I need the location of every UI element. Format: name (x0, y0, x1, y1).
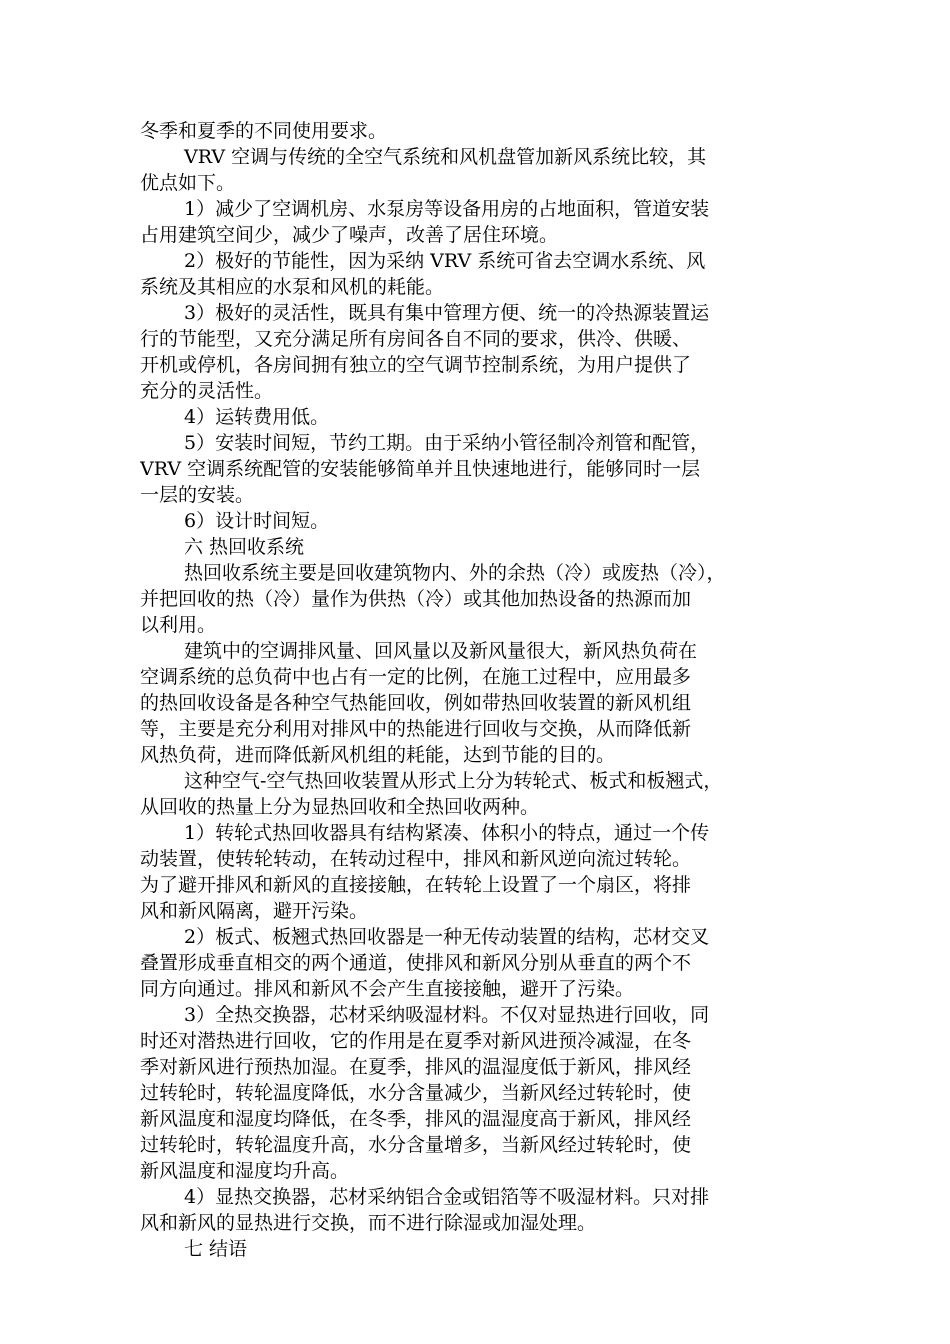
text-line: 开机或停机，各房间拥有独立的空气调节控制系统，为用户提供了 (140, 354, 692, 376)
text-line: 优点如下。 (140, 172, 236, 194)
text-line: 1）减少了空调机房、水泵房等设备用房的占地面积，管道安装 (184, 198, 710, 220)
text-line: 空调系统的总负荷中也占有一定的比例，在施工过程中，应用最多 (140, 666, 692, 688)
text-line: 新风温度和湿度均升高。 (140, 1160, 350, 1182)
text-line: 6）设计时间短。 (184, 510, 330, 532)
text-line: 冬季和夏季的不同使用要求。 (140, 120, 388, 142)
text-line: 4）显热交换器，芯材采纳铝合金或铝箔等不吸湿材料。只对排 (184, 1186, 710, 1208)
text-line: 新风温度和湿度均降低，在冬季，排风的温湿度高于新风，排风经 (140, 1108, 692, 1130)
text-line: 2）极好的节能性，因为采纳 VRV 系统可省去空调水系统、风 (184, 250, 706, 272)
text-line: 等，主要是充分利用对排风中的热能进行回收与交换，从而降低新 (140, 718, 692, 740)
text-line: 行的节能型，又充分满足所有房间各自不同的要求，供冷、供暖、 (140, 328, 692, 350)
text-line: 1）转轮式热回收器具有结构紧凑、体积小的特点，通过一个传 (184, 822, 710, 844)
text-line: 六 热回收系统 (184, 536, 305, 558)
text-line: 这种空气-空气热回收装置从形式上分为转轮式、板式和板翘式， (184, 770, 723, 792)
text-line: VRV 空调系统配管的安装能够简单并且快速地进行，能够同时一层 (140, 458, 701, 480)
text-line: 建筑中的空调排风量、回风量以及新风量很大，新风热负荷在 (184, 640, 698, 662)
text-line: 过转轮时，转轮温度降低，水分含量减少，当新风经过转轮时，使 (140, 1082, 692, 1104)
text-line: 风和新风的显热进行交换，而不进行除湿或加湿处理。 (140, 1212, 597, 1234)
text-line: 时还对潜热进行回收，它的作用是在夏季对新风进预冷减湿，在冬 (140, 1030, 692, 1052)
text-line: 热回收系统主要是回收建筑物内、外的余热（冷）或废热（冷）， (184, 562, 726, 584)
text-line: 从回收的热量上分为显热回收和全热回收两种。 (140, 796, 540, 818)
text-line: 系统及其相应的水泵和风机的耗能。 (140, 276, 445, 298)
text-line: 为了避开排风和新风的直接接触，在转轮上设置了一个扇区，将排 (140, 874, 692, 896)
text-line: 并把回收的热（冷）量作为供热（冷）或其他加热设备的热源而加 (140, 588, 692, 610)
text-line: 风和新风隔离，避开污染。 (140, 900, 369, 922)
text-line: 季对新风进行预热加湿。在夏季，排风的温湿度低于新风，排风经 (140, 1056, 692, 1078)
text-line: 以利用。 (140, 614, 217, 636)
text-line: 4）运转费用低。 (184, 406, 330, 428)
text-line: VRV 空调与传统的全空气系统和风机盘管加新风系统比较，其 (184, 146, 707, 168)
text-line: 风热负荷，进而降低新风机组的耗能，达到节能的目的。 (140, 744, 616, 766)
text-line: 的热回收设备是各种空气热能回收，例如带热回收装置的新风机组 (140, 692, 692, 714)
text-line: 占用建筑空间少，减少了噪声，改善了居住环境。 (140, 224, 559, 246)
text-line: 动装置，使转轮转动，在转动过程中，排风和新风逆向流过转轮。 (140, 848, 692, 870)
text-line: 2）板式、板翘式热回收器是一种无传动装置的结构，芯材交叉 (184, 926, 710, 948)
text-line: 七 结语 (184, 1238, 248, 1260)
text-line: 充分的灵活性。 (140, 380, 274, 402)
body-text (140, 118, 816, 1262)
text-line: 3）极好的灵活性，既具有集中管理方便、统一的冷热源装置运 (184, 302, 710, 324)
text-line: 5）安装时间短，节约工期。由于采纳小管径制冷剂管和配管， (184, 432, 710, 454)
text-line: 一层的安装。 (140, 484, 255, 506)
text-line: 过转轮时，转轮温度升高，水分含量增多，当新风经过转轮时，使 (140, 1134, 692, 1156)
text-line: 同方向通过。排风和新风不会产生直接接触，避开了污染。 (140, 978, 635, 1000)
text-line: 叠置形成垂直相交的两个通道，使排风和新风分别从垂直的两个不 (140, 952, 692, 974)
text-line: 3）全热交换器，芯材采纳吸湿材料。不仅对显热进行回收，同 (184, 1004, 710, 1026)
